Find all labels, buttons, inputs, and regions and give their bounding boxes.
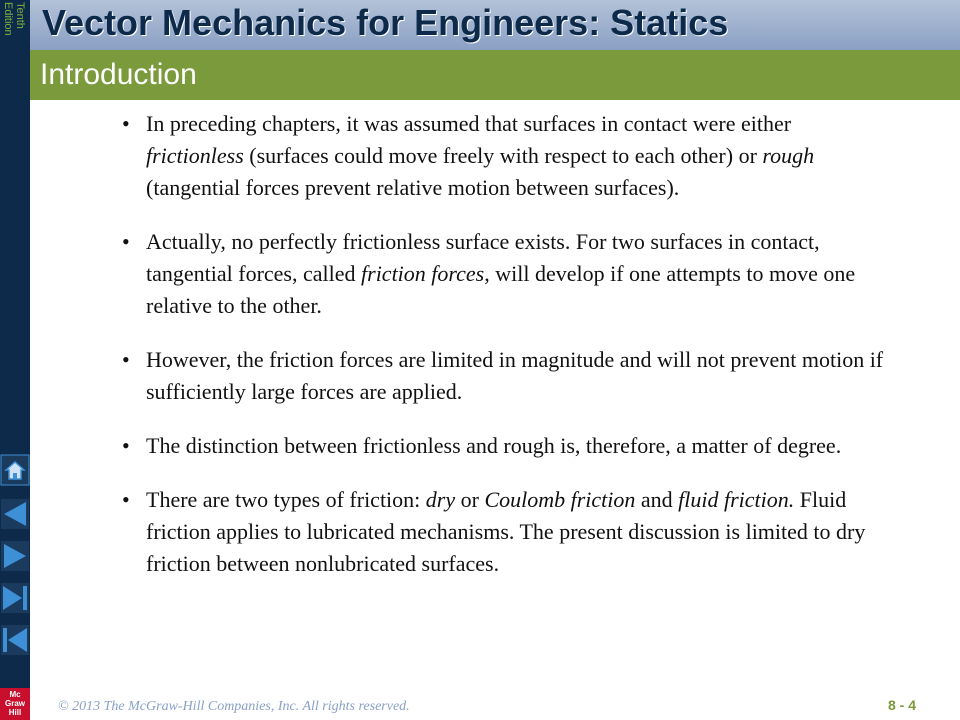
bullet-text: However, the friction forces are limited in magnitude and will not prevent motion if sufficiently large forces are applied. <box>146 347 884 404</box>
bullet-text: and <box>635 487 679 512</box>
emphasis-term: frictionless <box>146 143 244 168</box>
bullet-text: or <box>455 487 485 512</box>
first-icon[interactable] <box>0 624 30 656</box>
next-icon[interactable] <box>0 540 30 572</box>
edition-label <box>0 0 30 60</box>
bullet-item-2 <box>120 226 890 322</box>
copyright-notice: © 2013 The McGraw-Hill Companies, Inc. All rights reserved. <box>58 699 410 714</box>
logo-line-3: Hill <box>8 708 22 717</box>
bullet-text: (tangential forces prevent relative motion between surfaces). <box>146 175 680 200</box>
edition-line-2: Edition <box>2 2 14 36</box>
bullet-text: , will develop if one attempts to move one relative to the other. <box>146 261 856 318</box>
emphasis-term: friction forces <box>361 261 485 286</box>
bullet-text: In preceding chapters, it was assumed that surfaces in contact were either <box>146 111 792 136</box>
bullet-item-4 <box>120 430 890 462</box>
bullet-item-1 <box>120 108 890 204</box>
emphasis-term: dry <box>425 487 456 512</box>
home-icon[interactable] <box>0 454 30 486</box>
section-title: Introduction <box>40 58 197 91</box>
bullet-text: There are two types of friction: <box>146 487 426 512</box>
slide-content <box>120 108 890 602</box>
book-title: Vector Mechanics for Engineers: Statics <box>42 2 729 43</box>
publisher-logo <box>0 688 30 720</box>
bullet-text: The distinction between frictionless and rough is, therefore, a matter of degree. <box>146 433 842 458</box>
last-icon[interactable] <box>0 582 30 614</box>
header-bar <box>30 0 960 50</box>
bullet-item-5 <box>120 484 890 580</box>
logo-line-1: Mc <box>9 690 21 699</box>
previous-icon[interactable] <box>0 498 30 530</box>
bullet-text: (surfaces could move freely with respect to each other) or <box>243 143 763 168</box>
logo-line-2: Graw <box>4 699 25 708</box>
emphasis-term: Coulomb friction <box>484 487 636 512</box>
edition-line-1: Tenth <box>14 2 26 29</box>
bullet-text: Fluid friction applies to lubricated mechanisms. The present discussion is limited to dry friction between nonlubricated surfaces. <box>146 487 866 576</box>
section-bar <box>30 50 960 100</box>
emphasis-term: fluid friction. <box>678 487 795 512</box>
bullet-item-3 <box>120 344 890 408</box>
bullet-text: Actually, no perfectly frictionless surface exists. For two surfaces in contact, tangential forces, called <box>146 229 820 286</box>
bullet-list <box>120 108 890 580</box>
page-number: 8 - 4 <box>888 697 917 713</box>
emphasis-term: rough <box>762 143 815 168</box>
